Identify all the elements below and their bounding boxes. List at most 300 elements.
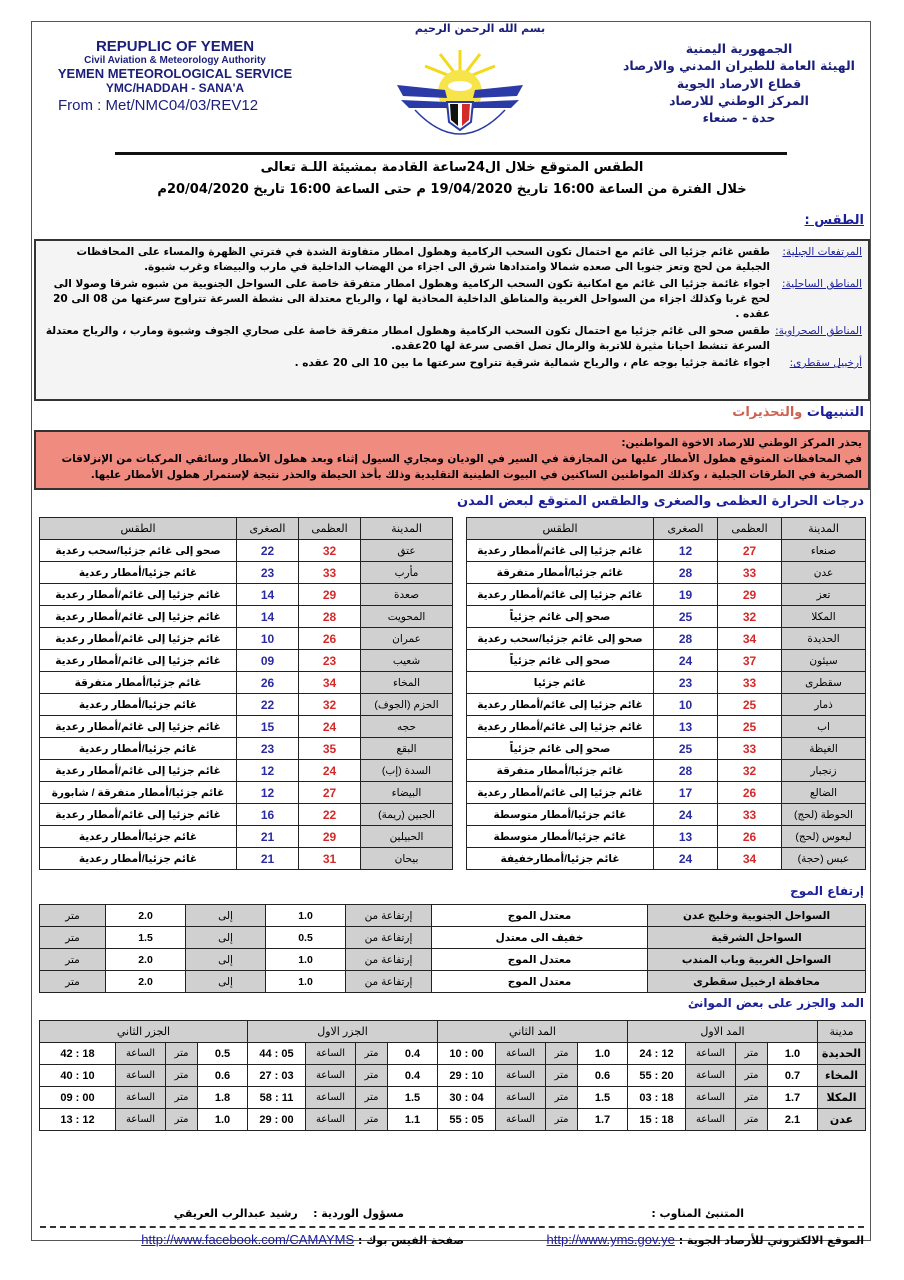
wave-to-label: إلى bbox=[186, 949, 266, 971]
website-label: الموقع الالكتروني للأرصاد الجوية : bbox=[678, 1234, 864, 1247]
tide-time-label: الساعة bbox=[116, 1087, 166, 1109]
weather-row-mountains bbox=[42, 245, 862, 275]
weather-cell: غائم جزئيا/أمطار رعدية bbox=[40, 826, 237, 848]
table-header-row bbox=[40, 518, 453, 540]
min-temp-cell: 10 bbox=[237, 628, 299, 650]
tide-unit-cell: متر bbox=[546, 1065, 578, 1087]
city-cell: المحويت bbox=[361, 606, 453, 628]
tide-row bbox=[40, 1065, 866, 1087]
min-temp-cell: 25 bbox=[654, 738, 718, 760]
table-header-row bbox=[467, 518, 866, 540]
min-temp-cell: 14 bbox=[237, 584, 299, 606]
tide-height-cell: 0.4 bbox=[388, 1043, 438, 1065]
tide-time-label: الساعة bbox=[496, 1087, 546, 1109]
tide-height-cell: 1.5 bbox=[388, 1087, 438, 1109]
weather-cell: غائم جزئيا/أمطار متوسطة bbox=[467, 826, 654, 848]
tide-height-cell: 0.5 bbox=[198, 1043, 248, 1065]
tide-time-label: الساعة bbox=[116, 1043, 166, 1065]
weather-cell: غائم جزئيا/أمطار متوسطة bbox=[467, 804, 654, 826]
table-row bbox=[40, 650, 453, 672]
tide-height-cell: 1.8 bbox=[198, 1087, 248, 1109]
facebook-link[interactable]: http://www.facebook.com/CAMAYMS bbox=[141, 1232, 355, 1247]
tide-unit-cell: متر bbox=[356, 1087, 388, 1109]
tide-unit-cell: متر bbox=[736, 1043, 768, 1065]
col-max: العظمى bbox=[299, 518, 361, 540]
table-row bbox=[467, 540, 866, 562]
wave-to-label: إلى bbox=[186, 905, 266, 927]
min-temp-cell: 28 bbox=[654, 760, 718, 782]
shift-supervisor bbox=[174, 1207, 404, 1220]
city-cell: الجبين (ريمة) bbox=[361, 804, 453, 826]
min-temp-cell: 23 bbox=[654, 672, 718, 694]
temperature-table-left bbox=[39, 517, 453, 870]
table-row bbox=[40, 738, 453, 760]
tide-height-cell: 0.4 bbox=[388, 1065, 438, 1087]
min-temp-cell: 22 bbox=[237, 694, 299, 716]
table-row bbox=[467, 584, 866, 606]
region-forecast: طقس صحو الى غائم جزئيا مع احتمال تكون السحب الركامية وهطول امطار متفرقة خاصة على صحاري الجوف وشبوة ومارب ، والرياح معتدلة السرعة تنشط احيانا مثيرة للاتربة والرمال تصل اقصى سرعة لها 20عقده. bbox=[45, 325, 770, 352]
city-cell: السدة (إب) bbox=[361, 760, 453, 782]
min-temp-cell: 13 bbox=[654, 826, 718, 848]
region-label: أرخبيل سقطرى: bbox=[789, 357, 862, 369]
table-row bbox=[40, 848, 453, 870]
col-max: العظمى bbox=[718, 518, 782, 540]
shift-label: مسؤول الوردية : bbox=[313, 1207, 404, 1220]
weather-row-coastal bbox=[42, 277, 862, 322]
min-temp-cell: 17 bbox=[654, 782, 718, 804]
max-temp-cell: 25 bbox=[718, 716, 782, 738]
wave-to-value: 2.0 bbox=[106, 905, 186, 927]
weather-cell: غائم جزئيا/أمطار رعدية bbox=[40, 562, 237, 584]
wave-from-label: إرتفاعة من bbox=[346, 927, 432, 949]
max-temp-cell: 26 bbox=[718, 782, 782, 804]
weather-cell: صحو إلى غائم جزئيا/سحب رعدية bbox=[467, 628, 654, 650]
col-high-tide-2: المد الثاني bbox=[438, 1021, 628, 1043]
tide-time-cell: 00 : 29 bbox=[248, 1109, 306, 1131]
service-name-en: YEMEN METEOROLOGICAL SERVICE bbox=[57, 65, 293, 81]
table-row bbox=[467, 782, 866, 804]
city-cell: زنجبار bbox=[782, 760, 866, 782]
weather-cell: غائم جزئيا/أمطار متفرقة bbox=[40, 672, 237, 694]
warnings-title bbox=[732, 405, 864, 420]
weather-cell: غائم جزئيا/أمطار رعدية bbox=[40, 738, 237, 760]
max-temp-cell: 25 bbox=[718, 694, 782, 716]
city-cell: صنعاء bbox=[782, 540, 866, 562]
max-temp-cell: 27 bbox=[299, 782, 361, 804]
tide-time-cell: 10 : 40 bbox=[40, 1065, 116, 1087]
authority-name-ar: الهيئة العامة للطيران المدني والارصاد bbox=[623, 58, 855, 74]
sector-name-ar: قطاع الارصاد الجوية bbox=[676, 75, 802, 91]
col-low-tide-2: الجزر الثاني bbox=[40, 1021, 248, 1043]
min-temp-cell: 14 bbox=[237, 606, 299, 628]
table-row bbox=[467, 848, 866, 870]
tide-height-cell: 0.7 bbox=[768, 1065, 818, 1087]
min-temp-cell: 24 bbox=[654, 650, 718, 672]
table-row bbox=[40, 804, 453, 826]
warning-box bbox=[34, 430, 870, 490]
weather-cell: غائم جزئيا/أمطار رعدية bbox=[40, 848, 237, 870]
max-temp-cell: 26 bbox=[718, 826, 782, 848]
tide-unit-cell: متر bbox=[166, 1043, 198, 1065]
tide-unit-cell: متر bbox=[166, 1087, 198, 1109]
tide-table bbox=[39, 1020, 866, 1131]
table-row bbox=[40, 628, 453, 650]
wave-region-cell: السواحل الغربية وباب المندب bbox=[648, 949, 866, 971]
weather-cell: غائم جزئيا/أمطار رعدية bbox=[40, 694, 237, 716]
tide-time-label: الساعة bbox=[496, 1065, 546, 1087]
header-english bbox=[40, 38, 310, 115]
wave-to-label: إلى bbox=[186, 971, 266, 993]
wave-to-value: 1.5 bbox=[106, 927, 186, 949]
region-forecast: اجواء غائمة جزئيا الى غائم مع امكانية تكون السحب الركامية وهطول امطار متفرقة خاصة على السواحل الجنوبية من شبوه شرقا وصولا الى لحج غربا وكذلك اجزاء من السواحل الغربية والمناطق الداخلية المحاذية لها ، والرياح معتدلة الى نشطة السرعة تتراوح سرعتها من 08 الى 20 عقده . bbox=[53, 278, 770, 320]
weather-cell: صحو إلى غائم جزئياً bbox=[467, 738, 654, 760]
col-city: المدينة bbox=[361, 518, 453, 540]
authority-name-en: Civil Aviation & Meteorology Authority bbox=[84, 55, 266, 67]
region-label: المرتفعات الجبلية: bbox=[782, 246, 862, 258]
authority-logo-icon bbox=[395, 40, 525, 150]
tide-time-cell: 18 : 03 bbox=[628, 1087, 686, 1109]
tide-time-label: الساعة bbox=[306, 1087, 356, 1109]
tide-height-cell: 0.6 bbox=[198, 1065, 248, 1087]
max-temp-cell: 28 bbox=[299, 606, 361, 628]
max-temp-cell: 35 bbox=[299, 738, 361, 760]
wave-from-value: 0.5 bbox=[266, 927, 346, 949]
weather-cell: غائم جزئيا إلى غائم/أمطار رعدية bbox=[467, 782, 654, 804]
max-temp-cell: 29 bbox=[718, 584, 782, 606]
tide-city-cell: المخاء bbox=[818, 1065, 866, 1087]
tide-height-cell: 1.0 bbox=[578, 1043, 628, 1065]
max-temp-cell: 34 bbox=[718, 848, 782, 870]
tide-time-cell: 11 : 58 bbox=[248, 1087, 306, 1109]
weather-cell: صحو إلى غائم جزئياً bbox=[467, 650, 654, 672]
table-row bbox=[467, 606, 866, 628]
wave-from-value: 1.0 bbox=[266, 905, 346, 927]
tide-time-label: الساعة bbox=[686, 1087, 736, 1109]
table-row bbox=[467, 562, 866, 584]
temperatures-title: درجات الحرارة العظمى والصغرى والطقس المتوقع لبعض المدن bbox=[457, 494, 864, 509]
wave-unit: متر bbox=[40, 971, 106, 993]
tide-unit-cell: متر bbox=[736, 1109, 768, 1131]
website-link[interactable]: http://www.yms.gov.ye bbox=[546, 1232, 675, 1247]
min-temp-cell: 28 bbox=[654, 562, 718, 584]
table-row bbox=[467, 826, 866, 848]
city-cell: اب bbox=[782, 716, 866, 738]
region-forecast: طقس غائم جزئيا الى غائم مع احتمال تكون السحب الركامية وهطول امطار متفاوتة الشدة في فترتي الظهرة والمساء على المحافظات الجبلية من لحج وتعز جنوبا الى صعده شمالا وامتدادها شرق الى اجزاء من الهضاب الداخلية في مارب والبيضاء وغرب شبوة. bbox=[76, 246, 770, 273]
city-cell: شعيب bbox=[361, 650, 453, 672]
max-temp-cell: 33 bbox=[718, 804, 782, 826]
weather-row-desert bbox=[42, 324, 862, 354]
weather-cell: غائم جزئيا/أمطارخفيفة bbox=[467, 848, 654, 870]
tide-time-label: الساعة bbox=[306, 1043, 356, 1065]
city-cell: تعز bbox=[782, 584, 866, 606]
col-weather: الطقس bbox=[467, 518, 654, 540]
warnings-title-part2: والتحذيرات bbox=[732, 405, 803, 420]
tide-time-label: الساعة bbox=[686, 1109, 736, 1131]
city-cell: المكلا bbox=[782, 606, 866, 628]
tide-height-cell: 1.7 bbox=[768, 1087, 818, 1109]
table-row bbox=[40, 782, 453, 804]
max-temp-cell: 27 bbox=[718, 540, 782, 562]
tide-city-cell: المكلا bbox=[818, 1087, 866, 1109]
tide-time-label: الساعة bbox=[686, 1065, 736, 1087]
website-line bbox=[547, 1232, 864, 1247]
min-temp-cell: 16 bbox=[237, 804, 299, 826]
facebook-line bbox=[141, 1232, 464, 1247]
tide-time-cell: 00 : 09 bbox=[40, 1087, 116, 1109]
tide-unit-cell: متر bbox=[736, 1087, 768, 1109]
max-temp-cell: 29 bbox=[299, 584, 361, 606]
weather-cell: غائم جزئيا إلى غائم/أمطار رعدية bbox=[40, 628, 237, 650]
warning-text: في المحافظات المتوقع هطول الأمطار عليها من المجازفة في السير في الوديان ومجاري السيول إثناء وبعد هطول الأمطار وسائقي المركبات من الإنزلاقات الصخرية في الطرقات الجبلية ، وكذلك المواطنين الساكنين في البيوت الطينية التقليدية وذلك بأخذ الحيطة والحذر نتيجة لإستمرار هطول الأمطار عليها. bbox=[61, 453, 862, 481]
tide-time-cell: 05 : 44 bbox=[248, 1043, 306, 1065]
weather-cell: غائم جزئيا إلى غائم/أمطار رعدية bbox=[467, 694, 654, 716]
wave-state-cell: معتدل الموج bbox=[432, 949, 648, 971]
min-temp-cell: 12 bbox=[654, 540, 718, 562]
forecast-period: خلال الفترة من الساعة 16:00 تاريخ 19/04/2020 م حتى الساعة 16:00 تاريخ 20/04/2020م bbox=[157, 182, 747, 197]
weather-cell: غائم جزئيا/أمطار متفرقة / شابورة bbox=[40, 782, 237, 804]
col-min: الصغرى bbox=[654, 518, 718, 540]
tide-time-cell: 05 : 55 bbox=[438, 1109, 496, 1131]
min-temp-cell: 12 bbox=[237, 760, 299, 782]
table-row bbox=[467, 716, 866, 738]
weather-cell: غائم جزئيا إلى غائم/أمطار رعدية bbox=[467, 540, 654, 562]
city-cell: عتق bbox=[361, 540, 453, 562]
table-row bbox=[40, 716, 453, 738]
wave-unit: متر bbox=[40, 949, 106, 971]
wave-unit: متر bbox=[40, 927, 106, 949]
max-temp-cell: 32 bbox=[299, 694, 361, 716]
wave-row bbox=[40, 927, 866, 949]
region-label: المناطق الساحلية: bbox=[782, 278, 862, 290]
table-row bbox=[467, 672, 866, 694]
min-temp-cell: 13 bbox=[654, 716, 718, 738]
tide-unit-cell: متر bbox=[546, 1087, 578, 1109]
wave-state-cell: معتدل الموج bbox=[432, 971, 648, 993]
table-row bbox=[467, 738, 866, 760]
tide-height-cell: 0.6 bbox=[578, 1065, 628, 1087]
table-row bbox=[467, 760, 866, 782]
facebook-label: صفحة الفيس بوك : bbox=[358, 1234, 464, 1247]
region-forecast: اجواء غائمة جزئيا بوجه عام ، والرياح شمالية شرقية تتراوح سرعتها ما بين 10 الى 20 عقده . bbox=[294, 357, 770, 369]
max-temp-cell: 29 bbox=[299, 826, 361, 848]
city-cell: الحوطة (لحج) bbox=[782, 804, 866, 826]
tide-time-label: الساعة bbox=[496, 1043, 546, 1065]
shift-name: رشيد عبدالرب العريقي bbox=[173, 1207, 298, 1220]
tide-unit-cell: متر bbox=[546, 1043, 578, 1065]
wave-from-label: إرتفاعة من bbox=[346, 905, 432, 927]
region-label: المناطق الصحراوية: bbox=[775, 325, 862, 337]
max-temp-cell: 33 bbox=[718, 672, 782, 694]
forecaster-label: المتنبئ المناوب : bbox=[651, 1207, 744, 1220]
tide-header-row bbox=[40, 1021, 866, 1043]
tides-title: المد والجزر على بعض الموانئ bbox=[687, 996, 864, 1010]
weather-cell: صحو إلى غائم جزئياً bbox=[467, 606, 654, 628]
wave-row bbox=[40, 905, 866, 927]
tide-time-cell: 00 : 10 bbox=[438, 1043, 496, 1065]
warnings-title-part1: التنبيهات bbox=[806, 405, 864, 420]
max-temp-cell: 31 bbox=[299, 848, 361, 870]
wave-row bbox=[40, 971, 866, 993]
tide-height-cell: 1.7 bbox=[578, 1109, 628, 1131]
max-temp-cell: 37 bbox=[718, 650, 782, 672]
min-temp-cell: 28 bbox=[654, 628, 718, 650]
table-row bbox=[467, 650, 866, 672]
wave-to-value: 2.0 bbox=[106, 949, 186, 971]
wave-from-value: 1.0 bbox=[266, 971, 346, 993]
city-cell: البقع bbox=[361, 738, 453, 760]
col-min: الصغرى bbox=[237, 518, 299, 540]
warning-heading: يحذر المركز الوطني للارصاد الاخوة المواطنين: bbox=[621, 437, 862, 449]
city-cell: ذمار bbox=[782, 694, 866, 716]
min-temp-cell: 26 bbox=[237, 672, 299, 694]
city-cell: حجه bbox=[361, 716, 453, 738]
city-cell: سقطرى bbox=[782, 672, 866, 694]
tide-time-cell: 12 : 24 bbox=[628, 1043, 686, 1065]
tide-unit-cell: متر bbox=[356, 1043, 388, 1065]
col-high-tide-1: المد الاول bbox=[628, 1021, 818, 1043]
tide-unit-cell: متر bbox=[166, 1109, 198, 1131]
table-row bbox=[40, 606, 453, 628]
table-row bbox=[40, 540, 453, 562]
tide-height-cell: 2.1 bbox=[768, 1109, 818, 1131]
tide-time-cell: 20 : 55 bbox=[628, 1065, 686, 1087]
tide-unit-cell: متر bbox=[356, 1109, 388, 1131]
tide-height-cell: 1.1 bbox=[388, 1109, 438, 1131]
wave-to-value: 2.0 bbox=[106, 971, 186, 993]
max-temp-cell: 34 bbox=[718, 628, 782, 650]
tide-height-cell: 1.0 bbox=[198, 1109, 248, 1131]
city-cell: صعدة bbox=[361, 584, 453, 606]
center-name-ar: المركز الوطني للارصاد bbox=[669, 92, 809, 108]
max-temp-cell: 32 bbox=[718, 760, 782, 782]
tide-height-cell: 1.5 bbox=[578, 1087, 628, 1109]
weather-cell: غائم جزئيا bbox=[467, 672, 654, 694]
footer-divider bbox=[40, 1226, 864, 1228]
tide-time-label: الساعة bbox=[116, 1109, 166, 1131]
tide-time-label: الساعة bbox=[306, 1109, 356, 1131]
header-arabic bbox=[614, 40, 864, 126]
city-cell: عمران bbox=[361, 628, 453, 650]
weather-cell: صحو إلى غائم جزئيا/سحب رعدية bbox=[40, 540, 237, 562]
weather-row-socotra bbox=[42, 356, 862, 371]
wave-unit: متر bbox=[40, 905, 106, 927]
city-cell: بيحان bbox=[361, 848, 453, 870]
tide-time-cell: 04 : 30 bbox=[438, 1087, 496, 1109]
table-row bbox=[40, 584, 453, 606]
tide-height-cell: 1.0 bbox=[768, 1043, 818, 1065]
table-row bbox=[467, 628, 866, 650]
weather-cell: غائم جزئيا/أمطار متفرقة bbox=[467, 562, 654, 584]
max-temp-cell: 33 bbox=[718, 738, 782, 760]
tide-time-cell: 18 : 42 bbox=[40, 1043, 116, 1065]
city-cell: لبعوس (لحج) bbox=[782, 826, 866, 848]
weather-cell: غائم جزئيا إلى غائم/أمطار رعدية bbox=[467, 716, 654, 738]
city-cell: الحبيلين bbox=[361, 826, 453, 848]
weather-cell: غائم جزئيا/أمطار متفرقة bbox=[467, 760, 654, 782]
min-temp-cell: 25 bbox=[654, 606, 718, 628]
wave-state-cell: معتدل الموج bbox=[432, 905, 648, 927]
country-name-ar: الجمهورية اليمنية bbox=[685, 41, 793, 56]
min-temp-cell: 24 bbox=[654, 804, 718, 826]
tide-unit-cell: متر bbox=[166, 1065, 198, 1087]
tide-time-label: الساعة bbox=[686, 1043, 736, 1065]
table-row bbox=[467, 694, 866, 716]
location-ar: حدة - صنعاء bbox=[702, 110, 776, 125]
basmala: بسم الله الرحمن الرحيم bbox=[414, 22, 546, 35]
max-temp-cell: 32 bbox=[718, 606, 782, 628]
tide-unit-cell: متر bbox=[356, 1065, 388, 1087]
form-reference: From : Met/NMC04/03/REV12 bbox=[58, 97, 259, 115]
table-row bbox=[467, 804, 866, 826]
city-cell: البيضاء bbox=[361, 782, 453, 804]
max-temp-cell: 34 bbox=[299, 672, 361, 694]
col-city: مدينة bbox=[818, 1021, 866, 1043]
tide-row bbox=[40, 1109, 866, 1131]
weather-section-label: الطقس : bbox=[804, 213, 864, 228]
min-temp-cell: 09 bbox=[237, 650, 299, 672]
col-low-tide-1: الجزر الاول bbox=[248, 1021, 438, 1043]
wave-height-table bbox=[39, 904, 866, 993]
tide-unit-cell: متر bbox=[546, 1109, 578, 1131]
min-temp-cell: 24 bbox=[654, 848, 718, 870]
city-cell: مأرب bbox=[361, 562, 453, 584]
tide-row bbox=[40, 1087, 866, 1109]
city-cell: الحزم (الجوف) bbox=[361, 694, 453, 716]
tide-unit-cell: متر bbox=[736, 1065, 768, 1087]
wave-region-cell: السواحل الشرقية bbox=[648, 927, 866, 949]
max-temp-cell: 24 bbox=[299, 716, 361, 738]
max-temp-cell: 23 bbox=[299, 650, 361, 672]
max-temp-cell: 33 bbox=[299, 562, 361, 584]
wave-to-label: إلى bbox=[186, 927, 266, 949]
wave-from-label: إرتفاعة من bbox=[346, 949, 432, 971]
city-cell: سيئون bbox=[782, 650, 866, 672]
tide-city-cell: عدن bbox=[818, 1109, 866, 1131]
weather-cell: غائم جزئيا إلى غائم/أمطار رعدية bbox=[467, 584, 654, 606]
weather-box bbox=[34, 239, 870, 401]
table-row bbox=[40, 760, 453, 782]
city-cell: المخاء bbox=[361, 672, 453, 694]
min-temp-cell: 23 bbox=[237, 738, 299, 760]
wave-region-cell: السواحل الجنوبية وخليج عدن bbox=[648, 905, 866, 927]
location-en: YMC/HADDAH - SANA'A bbox=[105, 80, 245, 95]
city-cell: عدن bbox=[782, 562, 866, 584]
weather-cell: غائم جزئيا إلى غائم/أمطار رعدية bbox=[40, 584, 237, 606]
max-temp-cell: 32 bbox=[299, 540, 361, 562]
max-temp-cell: 26 bbox=[299, 628, 361, 650]
tide-time-cell: 18 : 15 bbox=[628, 1109, 686, 1131]
waves-title: إرتفاع الموج bbox=[790, 884, 864, 898]
temperature-table-right bbox=[466, 517, 866, 870]
col-weather: الطقس bbox=[40, 518, 237, 540]
tide-time-cell: 03 : 27 bbox=[248, 1065, 306, 1087]
min-temp-cell: 21 bbox=[237, 848, 299, 870]
table-row bbox=[40, 672, 453, 694]
wave-from-value: 1.0 bbox=[266, 949, 346, 971]
tide-time-label: الساعة bbox=[496, 1109, 546, 1131]
min-temp-cell: 15 bbox=[237, 716, 299, 738]
min-temp-cell: 23 bbox=[237, 562, 299, 584]
weather-cell: غائم جزئيا إلى غائم/أمطار رعدية bbox=[40, 716, 237, 738]
max-temp-cell: 24 bbox=[299, 760, 361, 782]
country-name-en: REPUPLIC OF YEMEN bbox=[95, 38, 255, 55]
table-row bbox=[40, 694, 453, 716]
wave-region-cell: محافظة ارخبيل سقطرى bbox=[648, 971, 866, 993]
min-temp-cell: 10 bbox=[654, 694, 718, 716]
tide-time-cell: 10 : 29 bbox=[438, 1065, 496, 1087]
city-cell: الضالع bbox=[782, 782, 866, 804]
max-temp-cell: 33 bbox=[718, 562, 782, 584]
